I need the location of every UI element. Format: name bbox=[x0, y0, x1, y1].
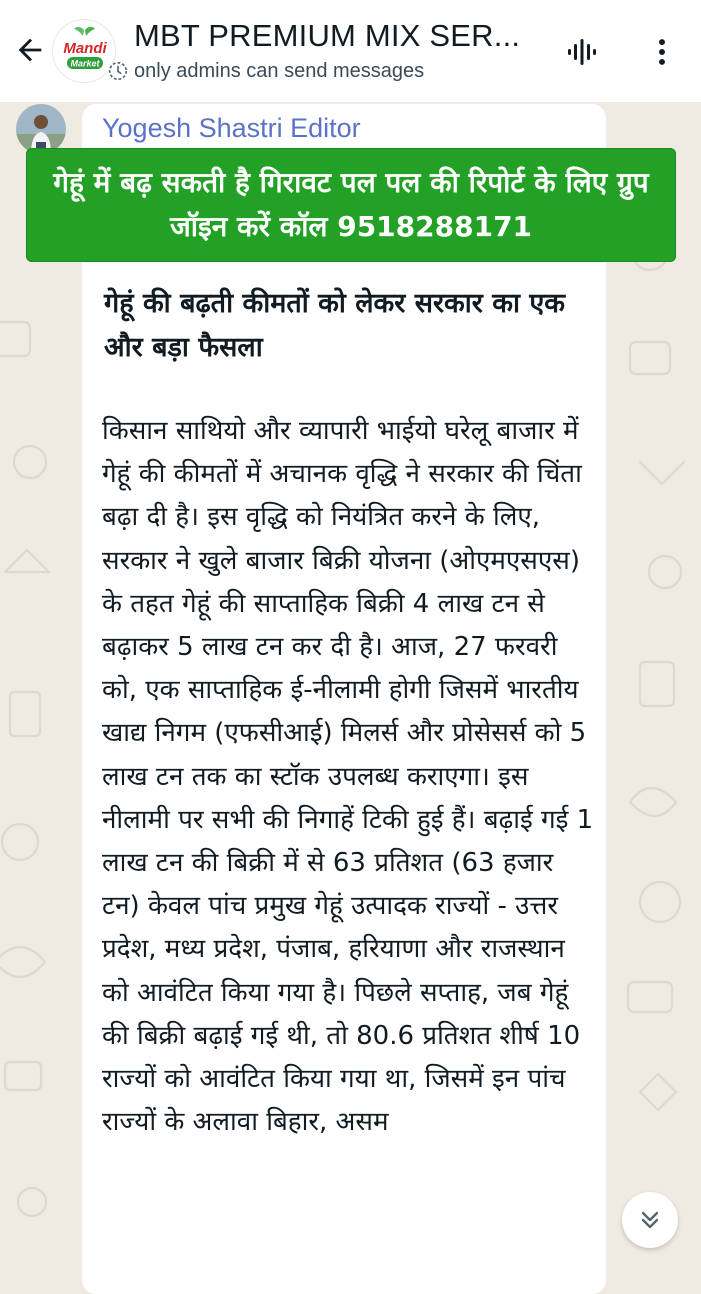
voice-chat-button[interactable] bbox=[560, 30, 604, 74]
sender-photo bbox=[16, 104, 66, 154]
sender-name[interactable]: Yogesh Shastri Editor bbox=[102, 113, 361, 143]
back-button[interactable] bbox=[6, 26, 54, 74]
double-chevron-down-icon bbox=[636, 1206, 664, 1234]
chat-header bbox=[0, 0, 701, 102]
voice-chat-icon bbox=[565, 35, 599, 69]
sender-avatar[interactable] bbox=[16, 104, 66, 154]
more-options-button[interactable] bbox=[640, 30, 684, 74]
logo-text-top: Mandi bbox=[63, 40, 107, 57]
back-arrow-icon bbox=[13, 33, 47, 67]
disappearing-timer-icon bbox=[106, 59, 130, 83]
scroll-to-bottom-button[interactable] bbox=[622, 1192, 678, 1248]
banner-text: गेहूं में बढ़ सकती है गिरावट पल पल की रिपोर्ट के लिए ग्रुप जॉइन करें कॉल 9518288171 bbox=[53, 166, 649, 243]
chat-subtitle: only admins can send messages bbox=[134, 60, 425, 82]
logo-text-bottom: Market bbox=[70, 58, 100, 69]
more-vert-icon bbox=[645, 35, 679, 69]
message-body: किसान साथियो और व्यापारी भाईयो घरेलू बाजार में गेहूं की कीमतों में अचानक वृद्धि ने सरकार की चिंता बढ़ा दी है। इस वृद्धि को नियंत्रित करने के लिए, सरकार ने खुले बाजार बिक्री योजना (ओएमएसएस) के तहत गेहूं की साप्ताहिक बिक्री 4 लाख टन से बढ़ाकर 5 लाख टन कर दी है। आज, 27 फरवरी को, एक साप्ताहिक ई-नीलामी होगी जिसमें भारतीय खाद्य निगम (एफसीआई) मिलर्स और प्रोसेसर्स को 5 लाख टन तक का स्टॉक उपलब्ध कराएगा। इस नीलामी पर सभी की निगाहें टिकी हुई हैं। बढ़ाई गई 1 लाख टन की बिक्री में से 63 प्रतिशत (63 हजार टन) केवल पांच प्रमुख गेहूं उत्पादक राज्यों - उत्तर प्रदेश, मध्य प्रदेश, पंजाब, हरियाणा और राजस्थान को आवंटित किया गया है। पिछले सप्ताह, जब गेहूं की बिक्री बढ़ाई गई थी, तो 80.6 प्रतिशत शीर्ष 10 राज्यों को आवंटित किया गया था, जिसमें इन पांच राज्यों के अलावा बिहार, असम bbox=[102, 416, 594, 1138]
chat-title: MBT PREMIUM MIX SER... bbox=[134, 18, 521, 53]
promo-banner-image[interactable] bbox=[26, 148, 676, 262]
message-headline: गेहूं की बढ़ती कीमतों को लेकर सरकार का एक और बड़ा फैसला bbox=[104, 288, 566, 363]
chat-title-area[interactable] bbox=[134, 16, 554, 84]
